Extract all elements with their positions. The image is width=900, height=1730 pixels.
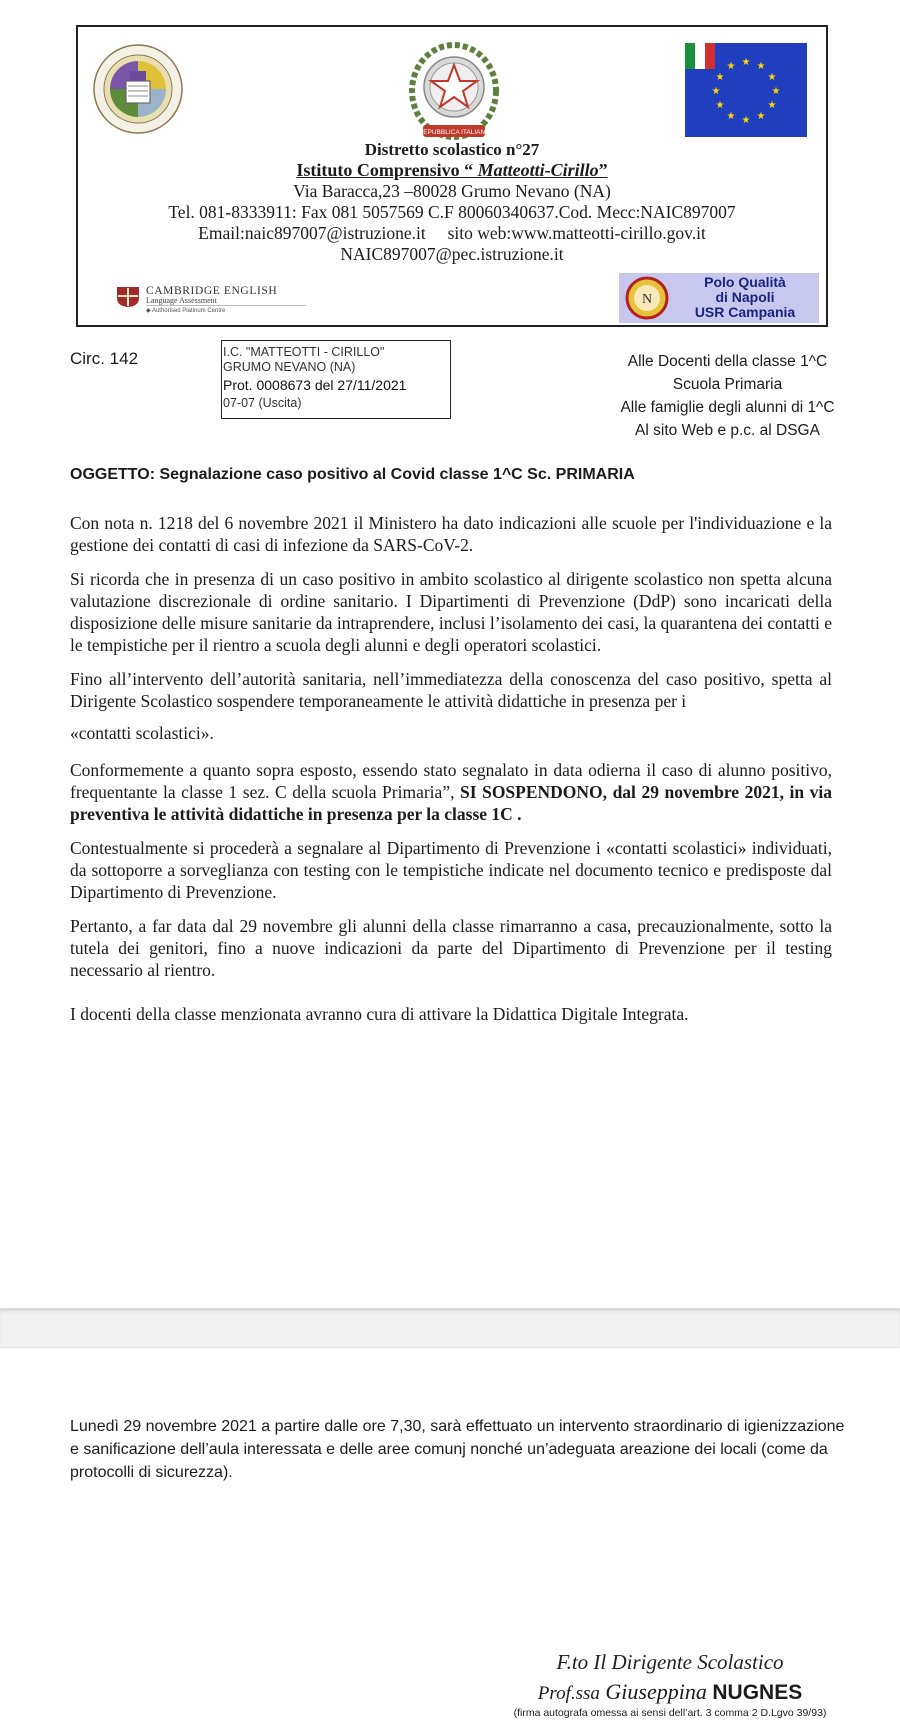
svg-text:★: ★: [741, 57, 751, 68]
svg-text:★: ★: [711, 86, 721, 97]
cambridge-title: CAMBRIDGE ENGLISH: [146, 285, 278, 297]
body-paragraph: Contestualmente si procederà a segnalare al Dipartimento di Prevenzione i «contatti scolastici» individuati, da sottoporre a sorveglianza con testing con le tempistiche indicate nel documento tecnico e predisposte dal Dipartimento di Prevenzione.: [70, 838, 832, 902]
protocol-institute: I.C. "MATTEOTTI - CIRILLO": [223, 345, 385, 359]
suspension-notice: SI SOSPENDONO, dal 29 novembre 2021, in via preventiva le attività didattiche in presenza per la classe 1C .: [70, 782, 832, 824]
svg-text:★: ★: [715, 100, 725, 111]
protocol-stamp: [221, 340, 451, 419]
body-paragraph: I docenti della classe menzionata avranno cura di attivare la Didattica Digitale Integrata.: [70, 1004, 689, 1024]
institute-name-line: Istituto Comprensivo “ Matteotti-Cirillo”: [296, 160, 608, 180]
protocol-class: 07-07 (Uscita): [223, 396, 302, 410]
body-paragraph: Si ricorda che in presenza di un caso positivo in ambito scolastico al dirigente scolastico non spetta alcuna valutazione discrezionale di ordine sanitario. I Dipartimenti di Prevenzione (DdP) sono incaricati della disposizione delle misure sanitarie da intraprendere, inclusi l’isolamento dei casi, la quarantena dei contatti e le tempistiche per il rientro a scuola degli alunni e degli operatori scolastici.: [70, 569, 832, 655]
cambridge-tag: ◆ Authorised Platinum Centre: [146, 308, 226, 314]
body-paragraph: «contatti scolastici».: [70, 723, 214, 743]
body-paragraph: Fino all’intervento dell’autorità sanitaria, nell’immediatezza della conoscenza del caso positivo, spetta al Dirigente Scolastico sospendere temporaneamente le attività didattiche in presenza per i: [70, 669, 832, 711]
recipient-line: Al sito Web e p.c. al DSGA: [635, 422, 820, 439]
svg-text:★: ★: [771, 86, 781, 97]
school-logo-icon: [90, 41, 186, 137]
body-paragraph: Pertanto, a far data dal 29 novembre gli alunni della classe rimarranno a casa, precauzionalmente, sotto la tutela dei genitori, fino a nuove indicazioni da parte del Dipartimento di Prevenzione per il testing necessario al rientro.: [70, 916, 832, 980]
polo-line3: USR Campania: [694, 304, 796, 320]
email-line: Email:naic897007@istruzione.it sito web:www.matteotti-cirillo.gov.it: [198, 223, 706, 243]
signature-block: [460, 1650, 880, 1719]
circular-number: Circ. 142: [70, 349, 139, 368]
signature-name: Prof.ssa Giuseppina NUGNES: [537, 1679, 803, 1704]
svg-text:★: ★: [756, 111, 766, 122]
body-paragraph: Con nota n. 1218 del 6 novembre 2021 il Ministero ha dato indicazioni alle scuole per l'individuazione e la gestione dei contatti di casi di infezione da SARS-CoV-2.: [70, 513, 832, 555]
recipient-line: Alle Docenti della classe 1^C: [627, 353, 828, 370]
svg-text:★: ★: [767, 100, 777, 111]
svg-text:★: ★: [726, 61, 736, 72]
protocol-number: Prot. 0008673 del 27/11/2021: [223, 377, 407, 393]
signature-note: (firma autografa omessa ai sensi dell’art. 3 comma 2 D.Lgvo 39/93): [513, 1707, 827, 1719]
pec-line: NAIC897007@pec.istruzione.it: [340, 244, 564, 264]
polo-qualita-seal-icon: [625, 276, 669, 320]
italian-republic-emblem-icon: [405, 35, 503, 145]
recipient-line: Scuola Primaria: [672, 376, 783, 393]
emblem-ribbon-text: REPUBBLICA ITALIANA: [418, 129, 490, 136]
letter-body: [70, 512, 832, 1037]
signature-title: F.to Il Dirigente Scolastico: [556, 1650, 784, 1674]
address-line: Via Baracca,23 –80028 Grumo Nevano (NA): [293, 181, 611, 201]
district-line: Distretto scolastico n°27: [364, 140, 540, 159]
svg-text:★: ★: [756, 61, 766, 72]
recipient-line: Alle famiglie degli alunni di 1^C: [620, 399, 835, 416]
eu-italy-flag-icon: [685, 43, 807, 137]
svg-text:N: N: [641, 292, 653, 307]
polo-line2: di Napoli: [715, 289, 775, 305]
phone-line: Tel. 081-8333911: Fax 081 5057569 C.F 80060340637.Cod. Mecc:NAIC897007: [168, 202, 736, 222]
svg-text:★: ★: [767, 72, 777, 83]
polo-line1: Polo Qualità: [704, 274, 786, 290]
svg-text:★: ★: [726, 111, 736, 122]
page2-paragraph: Lunedì 29 novembre 2021 a partire dalle ore 7,30, sarà effettuato un intervento straordinario di igienizzazione e sanificazione dell’aula interessata e delle aree comunj nonché un’adeguata areazione dei locali (come da protocolli di sicurezza).: [70, 1418, 845, 1481]
cambridge-subtitle: Language Assessment: [146, 296, 217, 305]
svg-text:★: ★: [715, 72, 725, 83]
body-paragraph: Conformemente a quanto sopra esposto, essendo stato segnalato in data odierna il caso di alunno positivo, frequentante la classe 1 sez. C della scuola Primaria”, SI SOSPENDONO, dal 29 novembre 2021, in via preventiva le attività didattiche in presenza per la classe 1C .: [70, 760, 832, 824]
cambridge-shield-icon: [116, 286, 140, 308]
page-separator: [0, 1308, 900, 1348]
letterhead: [76, 25, 828, 327]
recipients: [540, 350, 900, 442]
protocol-city: GRUMO NEVANO (NA): [223, 360, 356, 374]
svg-text:★: ★: [741, 115, 751, 126]
cambridge-english-logo: [116, 283, 306, 319]
subject-line: OGGETTO: Segnalazione caso positivo al Covid classe 1^C Sc. PRIMARIA: [70, 466, 635, 483]
polo-qualita-logo: [619, 273, 819, 323]
